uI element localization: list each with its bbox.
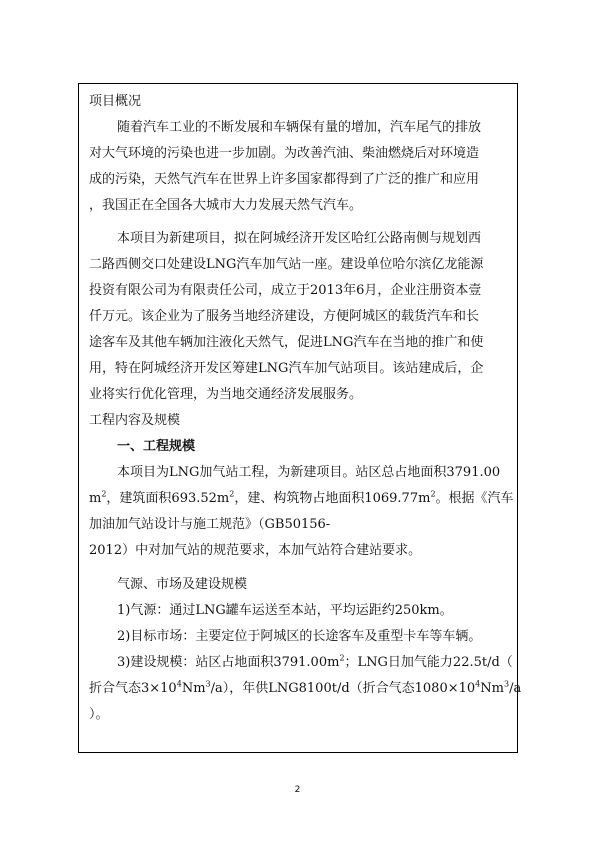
scale-p1-line2: $m^2$，建筑面积$693.52m^2$，建、构筑物占地面积$1069.77m^2$。根据《汽车 xyxy=(89,489,514,506)
item-build-scale-line1: 3)建设规模：站区占地面积$3791.00m^2$；LNG日加气能力22.5t/d（ xyxy=(117,653,513,670)
overview-p2-line2: 二路西侧交口处建设LNG汽车加气站一座。建设单位哈尔滨亿龙能源 xyxy=(89,257,484,272)
item-target-market: 2)目标市场：主要定位于阿城区的长途客车及重型卡车等车辆。 xyxy=(117,629,482,644)
overview-p1-line2: 对大气环境的污染也进一步加剧。为改善汽油、柴油燃烧后对环境造 xyxy=(89,146,480,161)
subheading-engineering-scale: 一、工程规模 xyxy=(117,439,196,454)
scale-p1-line4: 2012）中对加气站的规范要求，本加气站符合建站要求。 xyxy=(89,543,422,558)
overview-p2-line6: 用，特在阿城经济开发区筹建LNG汽车加气站项目。该站建成后，企 xyxy=(89,361,484,376)
item-gas-source: 1)气源：通过LNG罐车运送至本站，平均运距约250km。 xyxy=(117,603,453,618)
scale-title: 气源、市场及建设规模 xyxy=(117,577,248,592)
overview-p2-line5: 途客车及其他车辆加注液化天然气，促进LNG汽车在当地的推广和使 xyxy=(89,335,484,350)
page-number: 2 xyxy=(294,785,301,795)
overview-p2-line1: 本项目为新建项目，拟在阿城经济开发区哈红公路南侧与规划西 xyxy=(117,231,482,246)
item-build-scale-line2: 折合气态$3\times 10^4Nm^3/a$），年供LNG8100t/d（折合气态$1080\times 10^4Nm^3/a$ xyxy=(89,679,522,696)
section-heading-overview: 项目概况 xyxy=(89,94,142,109)
item-build-scale-line3: ）。 xyxy=(89,707,109,722)
scale-p1-line3: 加油加气站设计与施工规范》（GB50156- xyxy=(89,517,331,532)
scale-p1-line1: 本项目为LNG加气站工程，为新建项目。站区总占地面积3791.00 xyxy=(117,465,501,480)
overview-p1-line3: 成的污染，天然气汽车在世界上许多国家都得到了广泛的推广和应用 xyxy=(89,172,480,187)
overview-p2-line3: 投资有限公司为有限责任公司，成立于2013年6月，企业注册资本壹 xyxy=(89,283,482,298)
section-heading-scope: 工程内容及规模 xyxy=(89,413,181,428)
content-frame xyxy=(78,83,522,753)
overview-p2-line4: 仟万元。该企业为了服务当地经济建设，方便阿城区的载货汽车和长 xyxy=(89,309,480,324)
overview-p1-line1: 随着汽车工业的不断发展和车辆保有量的增加，汽车尾气的排放 xyxy=(117,120,482,135)
overview-p1-line4: ，我国正在全国各大城市大力发展天然气汽车。 xyxy=(89,198,363,213)
overview-p2-line7: 业将实行优化管理，为当地交通经济发展服务。 xyxy=(89,387,363,402)
